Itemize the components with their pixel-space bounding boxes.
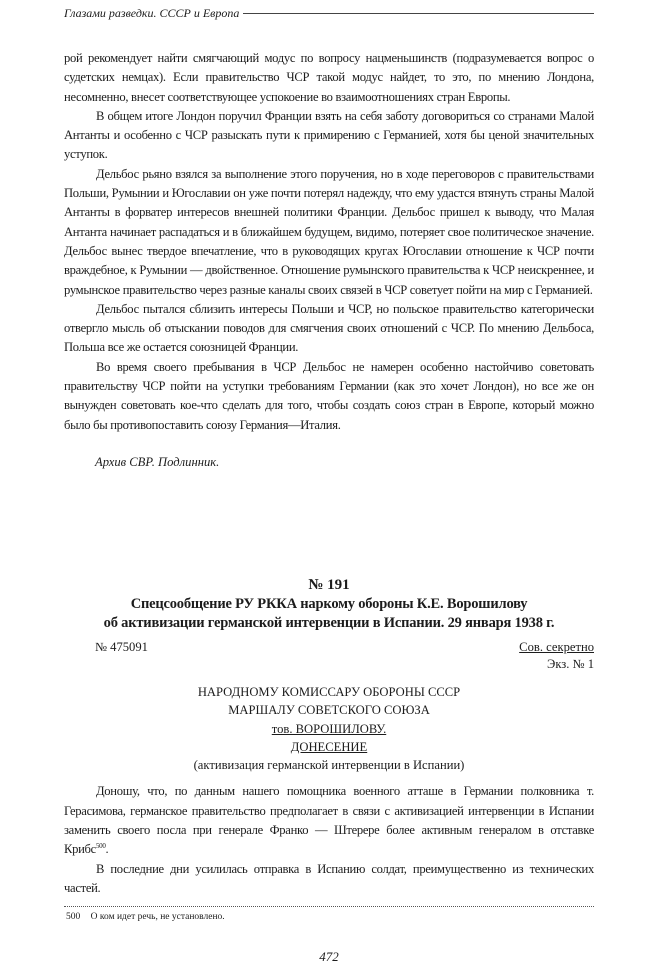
- addressee-line: МАРШАЛУ СОВЕТСКОГО СОЮЗА: [228, 703, 430, 718]
- paragraph-text: Доношу, что, по данным нашего помощника военного атташе в Германии полковника т. Герасимова, германское правительство предполагает в связи с активизацией интервенции в Испании заменить своего посла при генерале Франко — Штерере более активным генералом в отставке Крибс: [64, 784, 594, 857]
- classification-block: [519, 639, 594, 673]
- document-meta: [64, 639, 594, 673]
- paragraph: Доношу, что, по данным нашего помощника военного атташе в Германии полковника т. Герасимова, германское правительство предполагает в связи с активизацией интервенции в Испании заменить своего посла при генерале Франко — Штерере более активным генералом в отставке Крибс$^{500}$.: [64, 784, 594, 857]
- title-line: об активизации германской интервенции в Испании. 29 января 1938 г.: [103, 614, 555, 631]
- header-rule: [243, 13, 594, 14]
- footnote-number: 500: [66, 912, 81, 923]
- footnote: [64, 911, 594, 923]
- running-title: Глазами разведки. СССР и Европа: [64, 6, 240, 20]
- running-header: [64, 6, 594, 21]
- paragraph: Во время своего пребывания в ЧСР Дельбос не намерен особенно настойчиво советовать правительству ЧСР пойти на уступки требованиям Германии (как это хочет Лондон), но все же он вынужден советовать кое-что сделать для того, чтобы создать союз стран в Европе, который можно было бы противопоставить союзу Германия—Италия.: [64, 359, 594, 432]
- document-title: [64, 595, 594, 633]
- page-number: 472: [319, 949, 339, 965]
- document-subject: (активизация германской интервенции в Испании): [193, 758, 465, 773]
- addressee-line: тов. ВОРОШИЛОВУ.: [271, 721, 387, 736]
- paragraph: Дельбос рьяно взялся за выполнение этого поручения, но в ходе переговоров с правительствами Польши, Румынии и Югославии он уже почти потерял надежду, что ему удастся втянуть страны Малой Антанты в форватер интересов внешней политики Франции. Дельбос пришел к выводу, что Малая Антанта начинает распадаться и в ближайшем будущем, видимо, потеряет свое политическое значение. Дельбос вынес твердое впечатление, что в руководящих кругах Югославии отношение к ЧСР почти враждебное, к Румынии — двойственное. Отношение румынского правительства к ЧСР неискреннее, и румынское правительство через разные каналы своих связей в ЧСР советует пойти на мир с Германией.: [64, 166, 594, 297]
- paragraph: В последние дни усилилась отправка в Испанию солдат, преимущественно из технических частей.: [64, 861, 594, 895]
- paragraph: Дельбос пытался сблизить интересы Польши и ЧСР, но польское правительство категорически отвергло мысль об отыскании поводов для смягчения своих отношений с ЧСР. По мнению Дельбоса, Польша все же остается союзницей Франции.: [64, 301, 594, 355]
- document-number: № 191: [308, 576, 350, 593]
- classification: Сов. секретно: [519, 639, 594, 654]
- footnote-ref[interactable]: 500: [95, 842, 106, 851]
- copy-number: Экз. № 1: [547, 656, 594, 671]
- document-type: ДОНЕСЕНИЕ: [290, 739, 368, 754]
- footnote-text: О ком идет речь, не установлено.: [90, 912, 225, 923]
- title-line: Спецсообщение РУ РККА наркому обороны К.Е. Ворошилову: [130, 595, 528, 612]
- addressee-block: [64, 683, 594, 774]
- footnote-divider: [64, 906, 594, 907]
- paragraph: В общем итоге Лондон поручил Франции взять на себя заботу договориться со странами Малой Антанты и особенно с ЧСР разыскать пути к примирению с Германией, хотя бы ценой значительных уступок.: [64, 108, 594, 162]
- registration-number: № 475091: [95, 639, 148, 654]
- addressee-line: НАРОДНОМУ КОМИССАРУ ОБОРОНЫ СССР: [197, 684, 461, 699]
- document-text: [64, 782, 594, 898]
- archive-note: Архив СВР. Подлинник.: [95, 454, 220, 469]
- paragraph: рой рекомендует найти смягчающий модус по вопросу нацменьшинств (подразумевается вопрос о судетских немцах). Если правительство ЧСР такой модус найдет, то это, по мнению Лондона, несомненно, внесет соответствующее успокоение во взаимоотношениях стран Европы.: [64, 51, 594, 104]
- previous-document-text: [64, 49, 594, 435]
